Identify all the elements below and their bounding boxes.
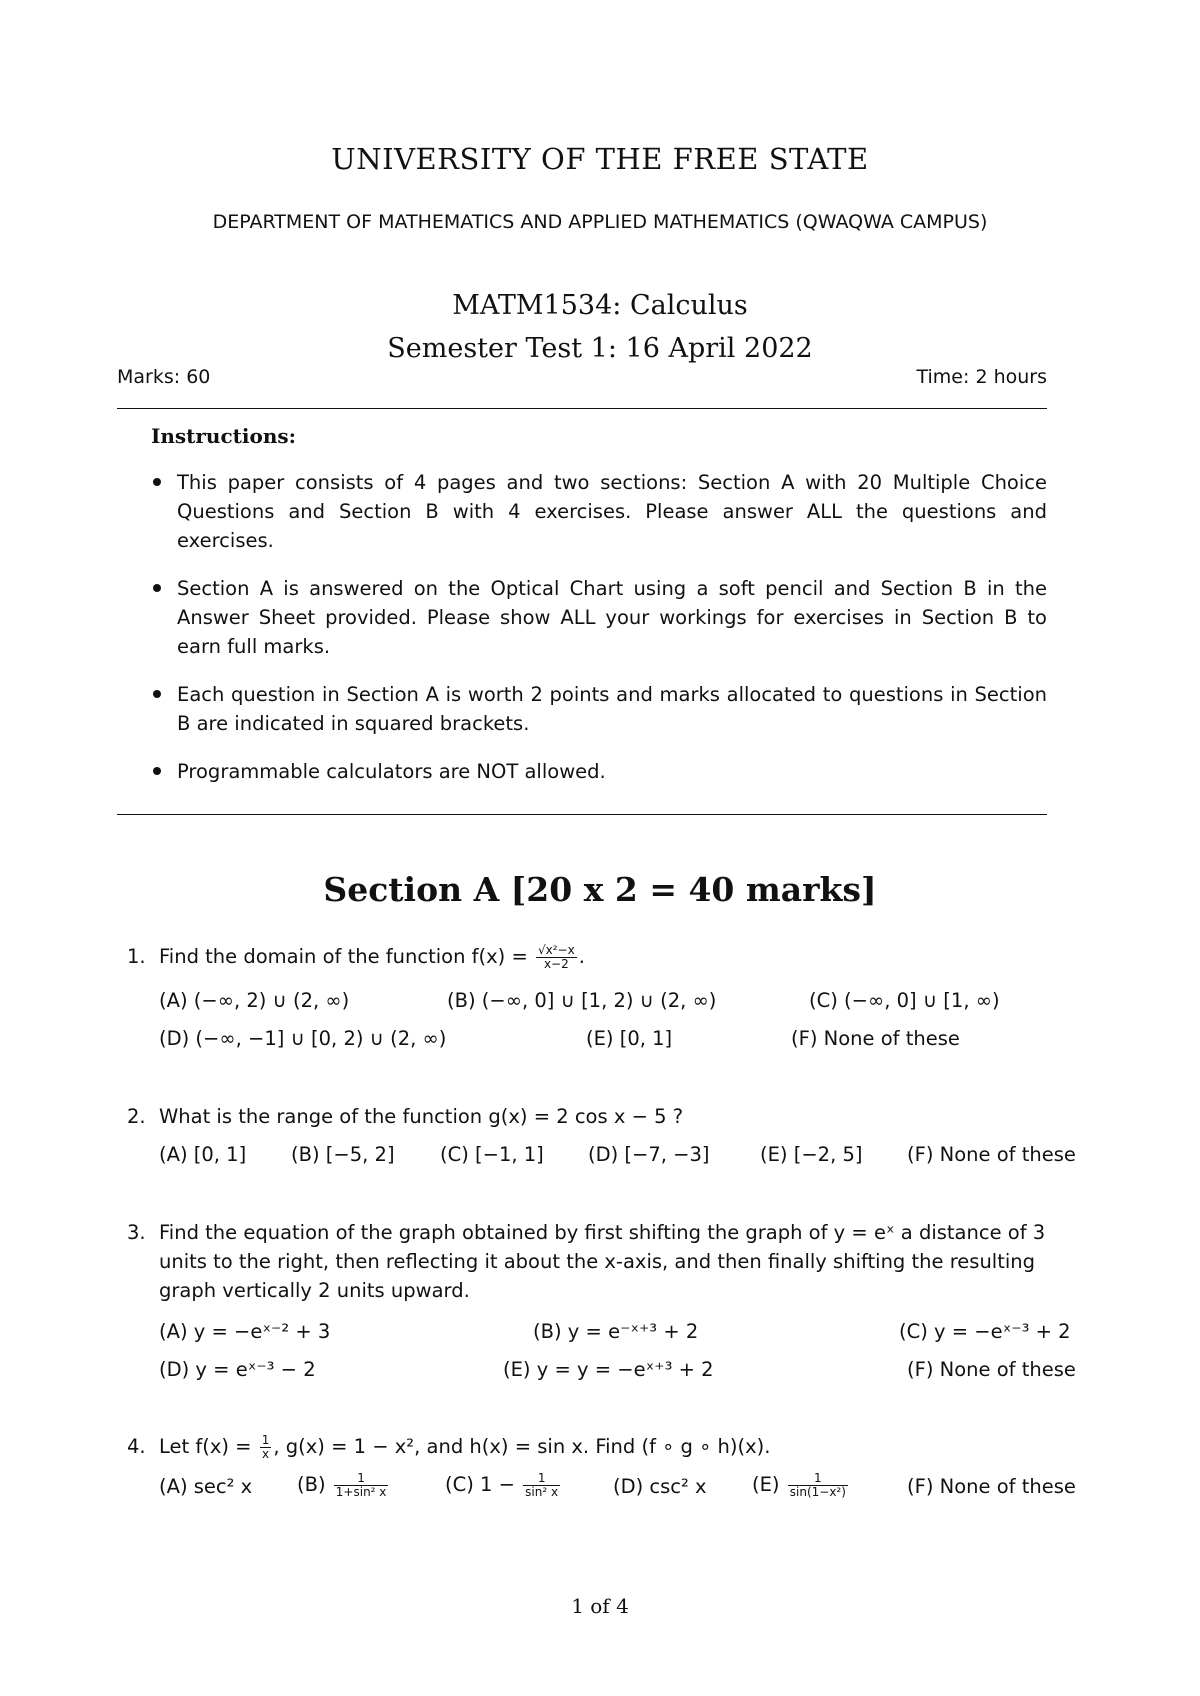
option-f: (F) None of these (907, 1475, 1076, 1498)
option-b: (B) (−∞, 0] ∪ [1, 2) ∪ (2, ∞) (447, 989, 717, 1012)
instruction-item: Programmable calculators are NOT allowed. (151, 757, 1047, 786)
option-d: (D) y = eˣ⁻³ − 2 (159, 1358, 316, 1381)
question-text: Let f(x) = $\frac{1}{x}$ , g(x) = 1 − x², and h(x) = sin x. Find (f ∘ g ∘ h)(x). (159, 1433, 771, 1461)
option-b: (B) $\frac{1}{\text{1+sin² x}}$ (297, 1471, 387, 1499)
question-number: 2. (127, 1105, 146, 1128)
option-c: (C) [−1, 1] (440, 1143, 544, 1166)
question-3 (127, 1218, 1087, 1381)
fraction: $\frac{1}{\text{sin² x}}$ (525, 1471, 559, 1499)
option-a: (A) y = −eˣ⁻² + 3 (159, 1320, 331, 1343)
page-number: 1 of 4 (571, 1594, 629, 1618)
fraction: $\frac{1}{\text{sin(1−x²)}}$ (789, 1471, 846, 1499)
option-e: (E) y = y = −eˣ⁺³ + 2 (503, 1358, 714, 1381)
option-e: (E) $\frac{1}{\text{sin(1−x²)}}$ (752, 1471, 846, 1499)
department-name: DEPARTMENT OF MATHEMATICS AND APPLIED MATHEMATICS (QWAQWA CAMPUS) (212, 211, 988, 233)
question-number: 1. (127, 945, 146, 968)
option-f: (F) None of these (907, 1143, 1076, 1166)
fraction: $\frac{1}{x}$ (261, 1433, 270, 1461)
option-a: (A) sec² x (159, 1475, 253, 1498)
bullet-icon (153, 767, 161, 775)
option-b: (B) [−5, 2] (291, 1143, 395, 1166)
option-f: (F) None of these (791, 1027, 960, 1050)
section-a-title: Section A [20 x 2 = 40 marks] (323, 870, 877, 909)
top-divider (117, 408, 1047, 409)
question-number: 3. (127, 1221, 146, 1244)
option-a: (A) [0, 1] (159, 1143, 247, 1166)
course-title: MATM1534: Calculus (452, 290, 748, 321)
option-e: (E) [0, 1] (586, 1027, 673, 1050)
option-e: (E) [−2, 5] (760, 1143, 863, 1166)
instruction-item: This paper consists of 4 pages and two sections: Section A with 20 Multiple Choice Questions and Section B with 4 exercises. Please answer ALL the questions and exercises. (151, 468, 1047, 555)
question-text: Find the domain of the function f(x) = $\frac{\text{√x²−x}}{x-2}$ . (159, 943, 585, 971)
question-number: 4. (127, 1435, 146, 1458)
option-f: (F) None of these (907, 1358, 1076, 1381)
instruction-item: Section A is answered on the Optical Chart using a soft pencil and Section B in the Answer Sheet provided. Please show ALL your workings for exercises in Section B to earn full marks. (151, 574, 1047, 661)
option-a: (A) (−∞, 2) ∪ (2, ∞) (159, 989, 350, 1012)
question-2 (127, 1102, 1087, 1172)
question-4 (127, 1432, 1087, 1522)
time-allowed: Time: 2 hours (916, 366, 1047, 388)
university-title: UNIVERSITY OF THE FREE STATE (331, 142, 869, 176)
question-text: What is the range of the function g(x) = 2 cos x − 5 ? (159, 1105, 684, 1128)
bullet-icon (153, 478, 161, 486)
fraction: $\frac{1}{\text{1+sin² x}}$ (335, 1471, 387, 1499)
total-marks: Marks: 60 (117, 366, 211, 388)
option-d: (D) [−7, −3] (588, 1143, 710, 1166)
option-d: (D) csc² x (613, 1475, 707, 1498)
bullet-icon (153, 690, 161, 698)
instructions-heading: Instructions: (151, 424, 297, 448)
instruction-item: Each question in Section A is worth 2 points and marks allocated to questions in Section B are indicated in squared brackets. (151, 680, 1047, 738)
bottom-divider (117, 814, 1047, 815)
fraction: $\frac{\text{√x²−x}}{x-2}$ (538, 943, 575, 971)
option-b: (B) y = e⁻ˣ⁺³ + 2 (533, 1320, 699, 1343)
option-c: (C) 1 − $\frac{1}{\text{sin² x}}$ (445, 1471, 559, 1499)
question-1 (127, 942, 1087, 1052)
option-c: (C) (−∞, 0] ∪ [1, ∞) (809, 989, 1000, 1012)
test-title: Semester Test 1: 16 April 2022 (387, 333, 813, 364)
question-text: Find the equation of the graph obtained by first shifting the graph of y = eˣ a distance of 3 units to the right, then reflecting it about the x-axis, and then finally shifting the resulting graph vertically 2 units upward. (159, 1221, 1046, 1302)
option-d: (D) (−∞, −1] ∪ [0, 2) ∪ (2, ∞) (159, 1027, 447, 1050)
option-c: (C) y = −eˣ⁻³ + 2 (899, 1320, 1071, 1343)
instructions-list (151, 468, 1047, 805)
bullet-icon (153, 584, 161, 592)
